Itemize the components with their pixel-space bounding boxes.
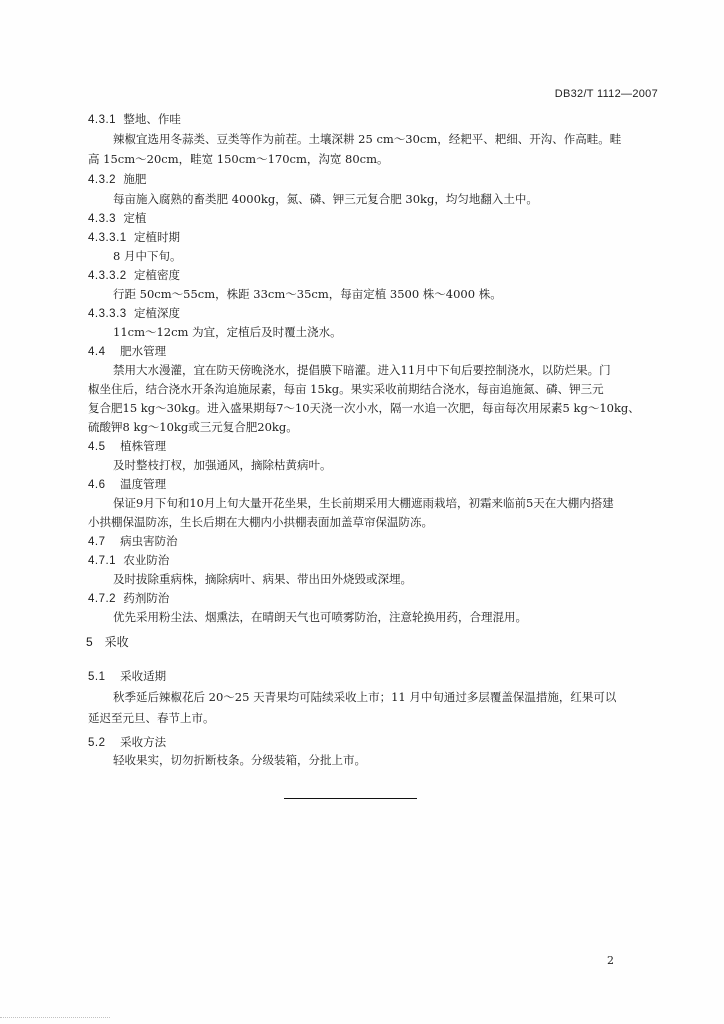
- paragraph-line: 保证9月下旬和10月上旬大量开花坐果，生长前期采用大棚遮雨栽培，初霜来临前5天在大棚内搭建: [113, 496, 614, 510]
- heading-5-2: [88, 734, 166, 751]
- section-number: 4.3.1: [88, 114, 117, 126]
- section-number: 4.7.2: [88, 593, 117, 605]
- paragraph-line: 禁用大水漫灌，宜在防天傍晚浇水，提倡膜下暗灌。进入11月中下旬后要控制浇水，以防烂果。门: [113, 363, 611, 377]
- section-number: 4.5: [88, 441, 106, 453]
- heading-4-4: [88, 343, 166, 360]
- chapter-heading-5: [86, 634, 129, 650]
- section-number: 4.7: [88, 536, 106, 548]
- heading-4-7: [88, 533, 178, 550]
- section-title: 定植密度: [133, 268, 180, 282]
- heading-4-3-3-2: [88, 267, 180, 284]
- page-number: 2: [607, 954, 614, 967]
- paragraph-line: 8 月中下旬。: [113, 249, 182, 263]
- paragraph-line: 优先采用粉尘法、烟熏法，在晴朗天气也可喷雾防治，注意轮换用药，合理混用。: [113, 610, 527, 624]
- section-number: 4.4: [88, 346, 106, 358]
- paragraph-line: 小拱棚保温防冻，生长后期在大棚内小拱棚表面加盖草帘保温防冻。: [88, 515, 433, 529]
- section-title: 施肥: [123, 172, 147, 186]
- section-title: 采收适期: [120, 669, 167, 683]
- chapter-title: 采收: [104, 635, 129, 649]
- paragraph-line: 行距 50cm～55cm，株距 33cm～35cm，每亩定植 3500 株～4000 株。: [113, 287, 502, 301]
- section-title: 植株管理: [120, 439, 167, 453]
- heading-4-3-3-3: [88, 305, 180, 322]
- section-title: 整地、作哇: [123, 112, 181, 126]
- section-title: 农业防治: [123, 553, 170, 567]
- section-title: 肥水管理: [120, 344, 167, 358]
- section-number: 4.3.3: [88, 213, 117, 225]
- section-number: 4.3.3.2: [88, 270, 127, 282]
- paragraph-line: 椒坐住后，结合浇水开条沟追施尿素，每亩 15kg。果实采收前期结合浇水，每亩追施氮、磷、钾三元: [88, 382, 604, 396]
- heading-4-5: [88, 438, 166, 455]
- scan-edge-mark: [0, 1017, 110, 1024]
- heading-4-7-2: [88, 590, 169, 607]
- section-title: 采收方法: [120, 735, 167, 749]
- paragraph-line: 及时整枝打杈，加强通风，摘除枯黄病叶。: [113, 458, 332, 472]
- heading-4-6: [88, 476, 166, 493]
- paragraph-line: 每亩施入腐熟的畜类肥 4000kg，氮、磷、钾三元复合肥 30kg，均匀地翻入土中。: [113, 192, 538, 206]
- heading-4-3-1: [88, 111, 181, 128]
- paragraph-line: 高 15cm～20cm，畦宽 150cm～170cm，沟宽 80cm。: [88, 152, 389, 166]
- paragraph-line: 复合肥15 kg～30kg。进入盛果期每7～10天浇一次小水，隔一水追一次肥，每亩每次用尿素5 kg～10kg、: [88, 401, 640, 415]
- section-number: 4.7.1: [88, 555, 117, 567]
- section-title: 定植时期: [133, 230, 180, 244]
- section-number: 4.3.3.1: [88, 232, 127, 244]
- paragraph-line: 及时拔除重病株，摘除病叶、病果、带出田外烧毁或深埋。: [113, 572, 412, 586]
- paragraph-line: 秋季延后辣椒花后 20～25 天青果均可陆续采收上市；11 月中旬通过多层覆盖保温措施，红果可以: [113, 690, 617, 704]
- end-of-text-rule: [284, 798, 417, 799]
- paragraph-line: 轻收果实，切勿折断枝条。分级装箱，分批上市。: [113, 753, 366, 767]
- paragraph-line: 11cm～12cm 为宜，定植后及时覆土浇水。: [113, 325, 342, 339]
- section-title: 病虫害防治: [120, 534, 178, 548]
- section-number: 4.6: [88, 479, 106, 491]
- section-title: 温度管理: [120, 477, 167, 491]
- paragraph-line: 硫酸钾8 kg～10kg或三元复合肥20kg。: [88, 420, 298, 434]
- section-number: 5.1: [88, 671, 106, 683]
- section-number: 5.2: [88, 737, 106, 749]
- section-number: 4.3.2: [88, 174, 117, 186]
- paragraph-line: 延迟至元旦、春节上市。: [88, 711, 215, 725]
- section-title: 药剂防治: [123, 591, 170, 605]
- section-number: 4.3.3.3: [88, 308, 127, 320]
- paragraph-line: 辣椒宜选用冬蒜类、豆类等作为前茬。土壤深耕 25 cm～30cm，经耙平、耙细、开沟、作高畦。畦: [113, 132, 622, 146]
- heading-4-3-2: [88, 171, 146, 188]
- section-title: 定植: [123, 211, 147, 225]
- chapter-number: 5: [86, 635, 94, 649]
- heading-4-7-1: [88, 552, 169, 569]
- standard-code: DB32/T 1112—2007: [554, 88, 658, 100]
- heading-5-1: [88, 668, 166, 685]
- section-title: 定植深度: [133, 306, 180, 320]
- heading-4-3-3-1: [88, 229, 180, 246]
- heading-4-3-3: [88, 210, 146, 227]
